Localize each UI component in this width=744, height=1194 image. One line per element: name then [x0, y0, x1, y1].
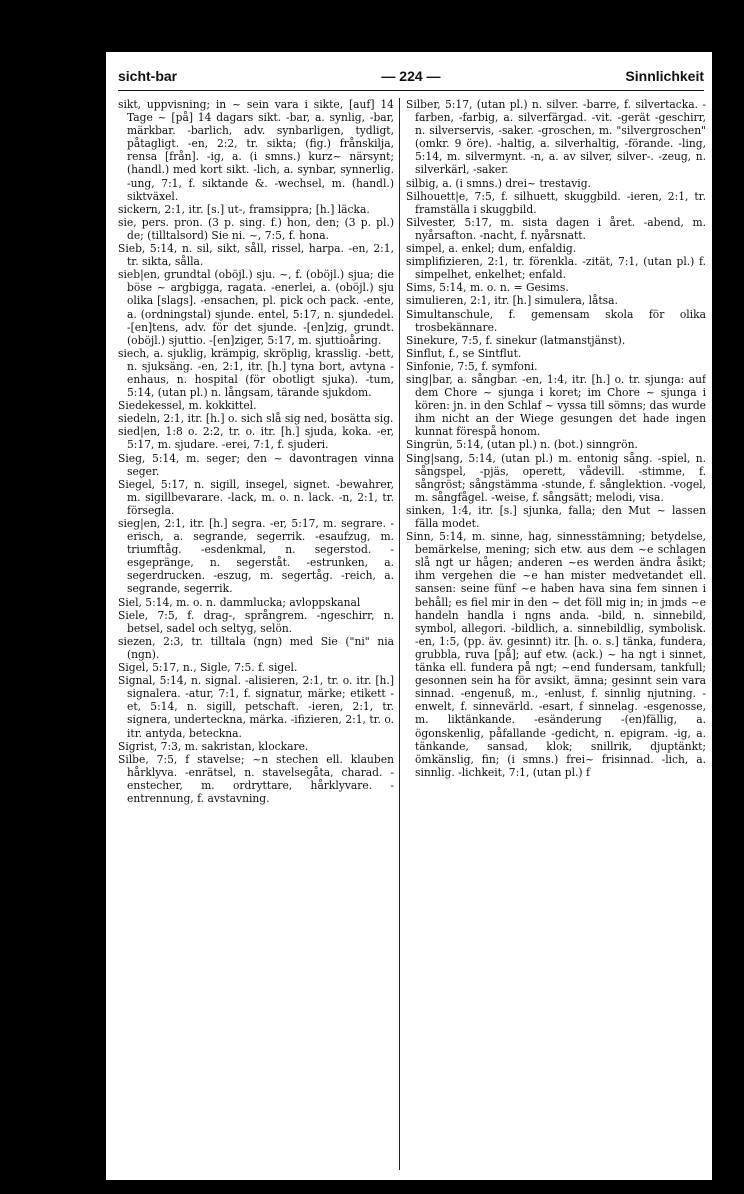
dictionary-entry: Siel, 5:14, m. o. n. dammlucka; avloppskanal — [118, 595, 361, 609]
dictionary-entry: sikt, uppvisning; in ~ sein vara i sikte, [auf] 14 Tage ~ [på] 14 dagars sikt. -bar, a. synlig, -bar, märkbar. -barlich, adv. synbarligen, tydligt, påtagligt. -en, 2:2, tr. sikta; (fig.) frånskilja, rensa [från]. -ig, a. (i smns.) kurz~ närsynt; (handl.) med kort sikt. -lich, a. synbar, synnerlig. -ung, 7:1, f. siktande &. -wechsel, m. (handl.) siktväxel. — [118, 98, 394, 203]
dictionary-entry: Sinekure, 7:5, f. sinekur (latmanstjänst). — [406, 333, 626, 347]
dictionary-entry: Siedekessel, m. kokkittel. — [118, 399, 257, 413]
dictionary-entry: Simultanschule, f. gemensam skola för olika trosbekännare. — [406, 307, 706, 334]
header-rule — [118, 90, 704, 91]
dictionary-entry: sinken, 1:4, itr. [s.] sjunka, falla; den Mut ~ lassen fälla modet. — [406, 503, 706, 530]
header-left-guideword: sicht-bar — [118, 68, 178, 84]
left-column — [118, 98, 394, 1174]
dictionary-entry: simplifizieren, 2:1, tr. förenkla. -zität, 7:1, (utan pl.) f. simpelhet, enkelhet; enfald. — [406, 255, 706, 282]
page-header — [118, 68, 704, 86]
dictionary-entry: Silhouett|e, 7:5, f. silhuett, skuggbild. -ieren, 2:1, tr. framställa i skuggbild. — [406, 189, 706, 216]
dictionary-entry: Sinflut, f., se Sintflut. — [406, 346, 522, 360]
dictionary-entry: sied|en, 1:8 o. 2:2, tr. o. itr. [h.] sjuda, koka. -er, 5:17, m. sjudare. -erei, 7:1, f. sjuderi. — [118, 425, 394, 452]
dictionary-entry: simpel, a. enkel; dum, enfaldig. — [406, 242, 577, 256]
dictionary-entry: sing|bar, a. sångbar. -en, 1:4, itr. [h.] o. tr. sjunga: auf dem Chore ~ sjunga i koret; im Chore ~ sjunga i kören: jn. in den Schlaf ~ vyssa till sömns; das wurde ihm nicht an der Wiege gesungen det hade ingen kunnat förespå honom. — [406, 372, 706, 439]
right-column — [406, 98, 706, 1174]
dictionary-entry: Siegel, 5:17, n. sigill, insegel, signet. -bewahrer, m. sigillbevarare. -lack, m. o. n. lack. -n, 2:1, tr. försegla. — [118, 477, 394, 517]
dictionary-entry: Sinfonie, 7:5, f. symfoni. — [406, 359, 538, 373]
dictionary-entry: siech, a. sjuklig, krämpig, skröplig, krasslig. -bett, n. sjuksäng. -en, 2:1, itr. [h.] tyna bort, avtyna -enhaus, n. hospital (för obotligt sjuka). -tum, 5:14, (utan pl.) n. långsam, tärande sjukdom. — [118, 346, 394, 400]
header-right-guideword: Sinnlichkeit — [625, 68, 704, 84]
dictionary-entry: Sieb, 5:14, n. sil, sikt, såll, rissel, harpa. -en, 2:1, tr. sikta, sålla. — [118, 242, 394, 269]
dictionary-entry: sickern, 2:1, itr. [s.] ut-, framsippra; [h.] läcka. — [118, 202, 370, 216]
dictionary-entry: Silber, 5:17, (utan pl.) n. silver. -barre, f. silvertacka. -farben, -farbig, a. silverfärgad. -vit. -gerät -geschirr, n. silverservis, -saker. -groschen, m. "silvergroschen" (omkr. 9 öre). -haltig, a. silverhaltig, -förande. -ling, 5:14, m. silvermynt. -n, a. av silver, silver-. -zeug, n. silverkärl, -saker. — [406, 98, 706, 177]
dictionary-entry: Signal, 5:14, n. signal. -alisieren, 2:1, tr. o. itr. [h.] signalera. -atur, 7:1, f. signatur, märke; etikett -et, 5:14, n. sigill, petschaft. -ieren, 2:1, tr. signera, underteckna, märka. -ifizieren, 2:1, tr. o. itr. antyda, beteckna. — [118, 674, 394, 740]
dictionary-entry: silbig, a. (i smns.) drei~ trestavig. — [406, 176, 591, 190]
dictionary-entry: Silvester, 5:17, m. sista dagen i året. -abend, m. nyårsafton. -nacht, f. nyårsnatt. — [406, 215, 706, 242]
column-divider — [399, 98, 400, 1170]
dictionary-entry: Sieg, 5:14, m. seger; den ~ davontragen vinna seger. — [118, 451, 394, 478]
dictionary-entry: Sigel, 5:17, n., Sigle, 7:5. f. sigel. — [118, 661, 298, 675]
dictionary-entry: Sigrist, 7:3, m. sakristan, klockare. — [118, 739, 309, 753]
page-number: — 224 — — [381, 68, 441, 84]
dictionary-entry: simulieren, 2:1, itr. [h.] simulera, låtsa. — [406, 294, 618, 308]
dictionary-entry: sieg|en, 2:1, itr. [h.] segra. -er, 5:17, m. segrare. -erisch, a. segrande, segerrik. -esaufzug, m. triumftåg. -esdenkmal, n. segerstod. -esgepränge, n. segerståt. -estrunken, a. segerdrucken. -eszug, m. segertåg. -reich, a. segrande, segerrik. — [118, 517, 394, 596]
dictionary-entry: siezen, 2:3, tr. tilltala (ngn) med Sie ("ni" nia (ngn). — [118, 634, 394, 661]
dictionary-entry: Singrün, 5:14, (utan pl.) n. (bot.) sinngrön. — [406, 438, 638, 452]
dictionary-entry: sie, pers. pron. (3 p. sing. f.) hon, den; (3 p. pl.) de; (tilltalsord) Sie ni. ~, 7:5, f. hona. — [118, 215, 394, 242]
dictionary-entry: Silbe, 7:5, f stavelse; ~n stechen ell. klauben hårklyva. -enrätsel, n. stavelsegåta, charad. -enstecher, m. ordryttare, hårklyvare. -entrennung, f. avstavning. — [118, 752, 394, 805]
dictionary-entry: Sinn, 5:14, m. sinne, hag, sinnesstämning; betydelse, bemärkelse, mening; sich etw. aus dem ~e schlagen slå ngt ur hågen; anderen ~es werden ändra åsikt; ihm vergehen die ~e han mister medvetandet ell. sansen: seine fünf ~e haben hava sina fem sinnen i behåll; es fiel mir in den ~ det föll mig in; in jmds ~e handeln handla i ngns anda. -bild, n. sinnebild, symbol, allegori. -bildlich, a. sinnebildlig, symbolisk. -en, 1:5, (pp. äv. gesinnt) itr. [h. o. s.] tänka, fundera, grubbla, ruva [på]; auf etw. (ack.) ~ ha ngt i sinnet, tänka ell. fundera på ngt; ~end fundersam, tankfull; gesonnen sein ha för avsikt, ämna; gesinnt sein vara sinnad. -engenuß, m., -enlust, f. sinnlig njutning. -enwelt, f. sinnevärld. -esart, f sinnelag. -esgenosse, m. liktänkande. -esänderung -(en)fällig, a. ögonskenlig, påfallande -gedicht, n. epigram. -ig, a. tänkande, sansad, klok; snillrik, djuptänkt; ömkänslig, fin; (i smns.) frei~ frisinnad. -lich, a. sinnlig. -lichkeit, 7:1, (utan pl.) f — [406, 530, 706, 779]
dictionary-entry: Sing|sang, 5:14, (utan pl.) m. entonig sång. -spiel, n. sångspel, -pjäs, operett, vådevill. -stimme, f. sångröst; sångstämma -stunde, f. sånglektion. -vogel, m. sångfågel. -weise, f. sångsätt; melodi, visa. — [406, 451, 706, 504]
dictionary-entry: sieb|en, grundtal (oböjl.) sju. ~, f. (oböjl.) sjua; die böse ~ argbigga, ragata. -enerlei, a. (oböjl.) sju olika [slags]. -ensachen, pl. pick och pack. -ente, a. (ordningstal) sjunde. entel, 5:17, n. sjundedel. -[en]tens, adv. för det sjunde. -[en]zig, grundt. (oböjl.) sjuttio. -[en]ziger, 5:17, m. sjuttioåring. — [118, 268, 394, 347]
dictionary-entry: Siele, 7:5, f. drag-, språngrem. -ngeschirr, n. betsel, sadel och seltyg, selön. — [118, 608, 394, 635]
dictionary-entry: siedeln, 2:1, itr. [h.] o. sich slå sig ned, bosätta sig. — [118, 412, 394, 426]
dictionary-page — [106, 52, 712, 1180]
dictionary-entry: Sims, 5:14, m. o. n. = Gesims. — [406, 281, 569, 295]
